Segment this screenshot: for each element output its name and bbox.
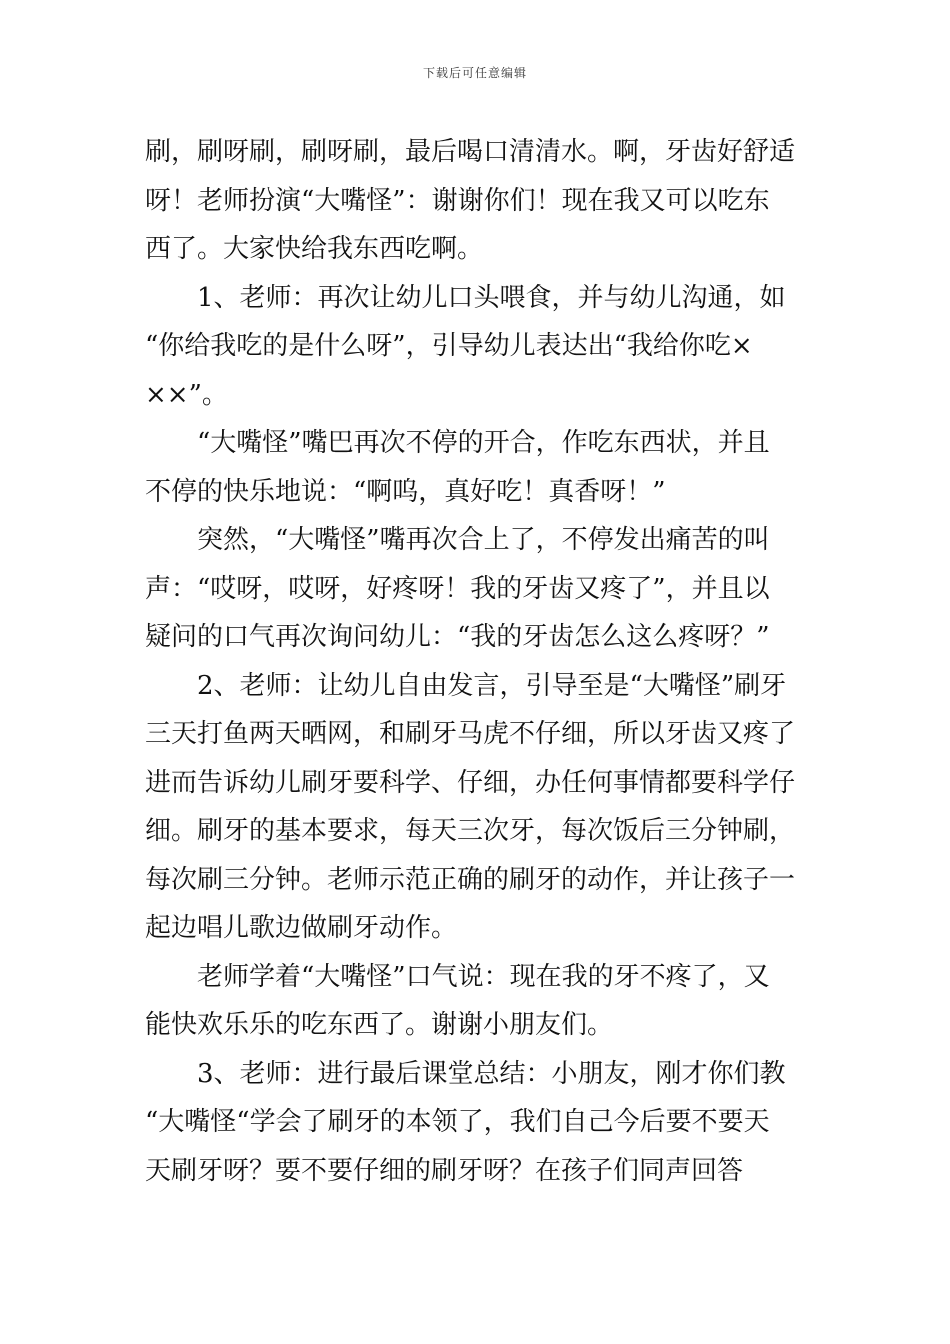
text-line: 进而告诉幼儿刷牙要科学、仔细，办任何事情都要科学仔: [145, 767, 796, 798]
page-header: 下载后可任意编辑: [422, 66, 527, 80]
text-line: 细。刷牙的基本要求，每天三次牙，每次饭后三分钟刷，: [145, 816, 796, 846]
paragraph: [145, 953, 807, 1050]
text-line: 呀！老师扮演“大嘴怪”：谢谢你们！现在我又可以吃东: [145, 185, 770, 216]
text-line: 3、老师：进行最后课堂总结：小朋友，刚才你们教: [197, 1058, 786, 1089]
paragraph: [145, 274, 807, 420]
paragraph: [145, 1050, 807, 1196]
text-line: 突然，“大嘴怪”嘴再次合上了，不停发出痛苦的叫: [197, 525, 770, 555]
paragraph: [145, 128, 807, 274]
text-line: 起边唱儿歌边做刷牙动作。: [145, 913, 458, 943]
text-line: “大嘴怪”嘴巴再次不停的开合，作吃东西状，并且: [197, 428, 770, 458]
text-line: 西了。大家快给我东西吃啊。: [145, 234, 484, 264]
text-line: 三天打鱼两天晒网，和刷牙马虎不仔细，所以牙齿又疼了: [145, 719, 796, 749]
text-line: 能快欢乐乐的吃东西了。谢谢小朋友们。: [145, 1010, 614, 1040]
text-line: 老师学着“大嘴怪”口气说：现在我的牙不疼了，又: [197, 961, 770, 992]
paragraph: [145, 419, 807, 516]
document-body: [145, 128, 807, 1195]
text-line: 疑问的口气再次询问幼儿：“我的牙齿怎么这么疼呀？”: [145, 622, 770, 652]
text-line: ××”。: [145, 379, 228, 410]
text-line: 声：“哎呀，哎呀，好疼呀！我的牙齿又疼了”，并且以: [145, 573, 770, 604]
text-line: 天刷牙呀？要不要仔细的刷牙呀？在孩子们同声回答: [145, 1155, 744, 1186]
text-line: 刷，刷呀刷，刷呀刷，最后喝口清清水。啊，牙齿好舒适: [145, 137, 796, 167]
text-line: 2、老师：让幼儿自由发言，引导至是“大嘴怪”刷牙: [197, 670, 787, 701]
text-line: 1、老师：再次让幼儿口头喂食，并与幼儿沟通，如: [197, 282, 786, 313]
text-line: 不停的快乐地说：“啊呜，真好吃！真香呀！”: [145, 476, 666, 507]
text-line: “大嘴怪“学会了刷牙的本领了，我们自己今后要不要天: [145, 1107, 770, 1137]
paragraph: [145, 662, 807, 953]
text-line: 每次刷三分钟。老师示范正确的刷牙的动作，并让孩子一: [145, 864, 796, 895]
text-line: “你给我吃的是什么呀”，引导幼儿表达出“我给你吃×: [145, 331, 753, 361]
paragraph: [145, 516, 807, 662]
